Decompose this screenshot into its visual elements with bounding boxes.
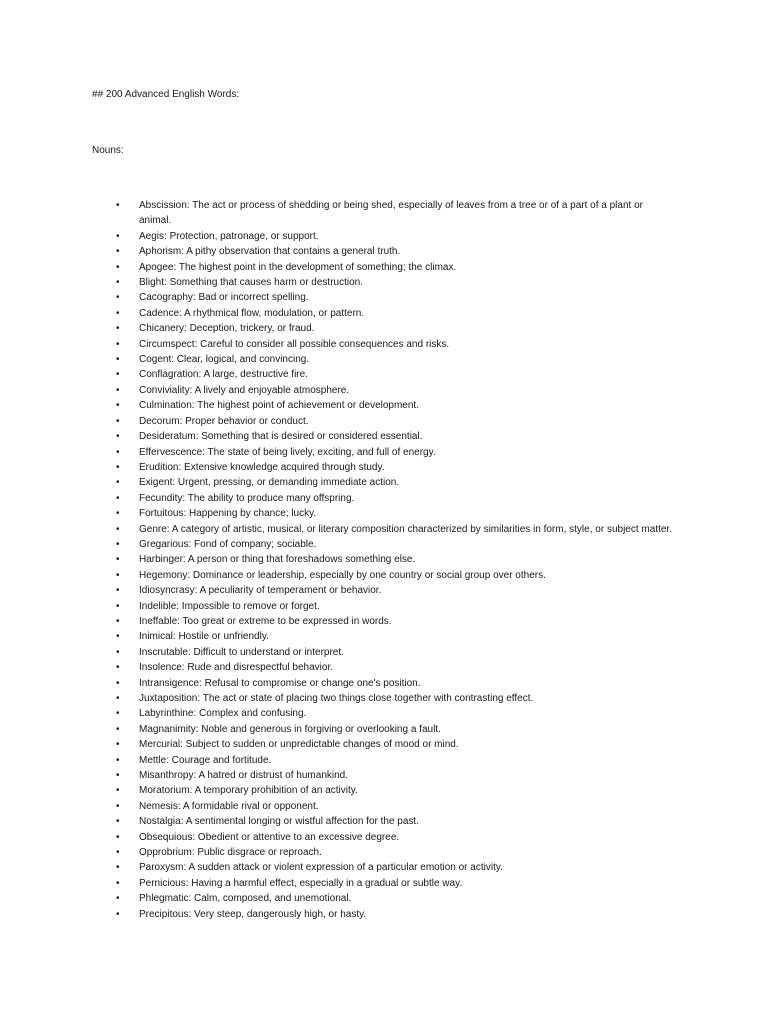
word-definition: Hegemony: Dominance or leadership, especially by one country or social group over others. (139, 569, 546, 581)
bullet-icon: • (116, 508, 120, 520)
bullet-icon: • (116, 261, 120, 273)
bullet-icon: • (116, 477, 120, 489)
list-item (116, 306, 676, 321)
list-item (116, 599, 676, 614)
word-definition: Gregarious: Fond of company; sociable. (139, 538, 317, 550)
list-item (116, 722, 676, 737)
word-definition: Genre: A category of artistic, musical, or literary composition characterized by similarities in form, style, or subject matter. (139, 523, 672, 535)
bullet-icon: • (116, 338, 120, 350)
list-item (116, 768, 676, 783)
word-definition: Insolence: Rude and disrespectful behavior. (139, 662, 334, 674)
list-item (116, 552, 676, 567)
word-definition: Idiosyncrasy: A peculiarity of temperament or behavior. (139, 585, 382, 597)
word-definition: Erudition: Extensive knowledge acquired through study. (139, 461, 385, 473)
bullet-icon: • (116, 461, 120, 473)
word-definition: Paroxysm: A sudden attack or violent expression of a particular emotion or activity. (139, 862, 503, 874)
bullet-icon: • (116, 693, 120, 704)
word-definition: Circumspect: Careful to consider all possible consequences and risks. (139, 338, 450, 350)
list-item (116, 398, 676, 413)
document-title: ## 200 Advanced English Words: (92, 89, 240, 100)
bullet-icon: • (116, 877, 120, 889)
bullet-icon: • (116, 800, 120, 812)
word-definition: Culmination: The highest point of achievement or development. (139, 400, 419, 412)
word-definition: Magnanimity: Noble and generous in forgiving or overlooking a fault. (139, 723, 441, 735)
bullet-icon: • (116, 723, 120, 735)
word-definition: Intransigence: Refusal to compromise or change one's position. (139, 677, 421, 689)
list-item (116, 907, 676, 922)
word-definition: Misanthropy: A hatred or distrust of humankind. (139, 770, 348, 782)
word-definition: Cadence: A rhythmical flow, modulation, or pattern. (139, 307, 365, 319)
list-item (116, 244, 676, 259)
word-definition: Fortuitous: Happening by chance; lucky. (139, 508, 317, 520)
bullet-icon: • (116, 431, 120, 443)
bullet-icon: • (116, 569, 120, 581)
list-item (116, 290, 676, 305)
word-definition: Mercurial: Subject to sudden or unpredictable changes of mood or mind. (139, 739, 459, 751)
list-item (116, 753, 676, 768)
bullet-icon: • (116, 523, 120, 535)
bullet-icon: • (116, 754, 120, 766)
list-item (116, 460, 676, 475)
list-item (116, 445, 676, 460)
list-item (116, 537, 676, 552)
word-definition: Aegis: Protection, patronage, or support. (139, 230, 319, 242)
word-definition: Inimical: Hostile or unfriendly. (139, 631, 269, 643)
list-item (116, 429, 676, 444)
list-item (116, 799, 676, 814)
bullet-icon: • (116, 847, 120, 859)
word-definition: Juxtaposition: The act or state of placing two things close together with contrasting effect. (139, 693, 534, 704)
bullet-icon: • (116, 246, 120, 258)
bullet-icon: • (116, 862, 120, 874)
word-definition: Cogent: Clear, logical, and convincing. (139, 354, 310, 366)
bullet-icon: • (116, 677, 120, 689)
list-item (116, 876, 676, 891)
bullet-icon: • (116, 292, 120, 304)
word-definition: Exigent: Urgent, pressing, or demanding immediate action. (139, 477, 400, 489)
section-heading-nouns: Nouns: (92, 145, 124, 156)
word-definition: Effervescence: The state of being lively, exciting, and full of energy. (139, 446, 436, 458)
word-definition: Cacography: Bad or incorrect spelling. (139, 292, 309, 304)
bullet-icon: • (116, 369, 120, 381)
list-item (116, 414, 676, 429)
bullet-icon: • (116, 415, 120, 427)
word-definition: Nemesis: A formidable rival or opponent. (139, 800, 319, 812)
bullet-icon: • (116, 770, 120, 782)
list-item (116, 568, 676, 583)
word-definition: Phlegmatic: Calm, composed, and unemotional. (139, 893, 352, 905)
bullet-icon: • (116, 662, 120, 674)
list-item (116, 860, 676, 875)
word-definition: Inscrutable: Difficult to understand or interpret. (139, 646, 344, 658)
bullet-icon: • (116, 354, 120, 366)
list-item (116, 737, 676, 752)
list-item (116, 229, 676, 244)
bullet-icon: • (116, 446, 120, 458)
word-definition: Indelible: Impossible to remove or forget. (139, 600, 320, 612)
bullet-icon: • (116, 708, 120, 720)
list-item (116, 275, 676, 290)
word-definition: Conviviality: A lively and enjoyable atmosphere. (139, 384, 350, 396)
bullet-icon: • (116, 200, 120, 211)
bullet-icon: • (116, 277, 120, 289)
word-definition: Moratorium: A temporary prohibition of an activity. (139, 785, 358, 797)
list-item (116, 614, 676, 629)
bullet-icon: • (116, 323, 120, 335)
list-item (116, 660, 676, 675)
word-definition: Precipitous: Very steep, dangerously high, or hasty. (139, 908, 367, 920)
bullet-icon: • (116, 646, 120, 658)
word-definition: Chicanery: Deception, trickery, or fraud. (139, 323, 315, 335)
bullet-icon: • (116, 554, 120, 566)
bullet-icon: • (116, 785, 120, 797)
word-definition: Harbinger: A person or thing that foreshadows something else. (139, 554, 416, 566)
word-definition: Nostalgia: A sentimental longing or wistful affection for the past. (139, 816, 419, 828)
word-definition: Pernicious: Having a harmful effect, especially in a gradual or subtle way. (139, 877, 463, 889)
word-definition: Blight: Something that causes harm or destruction. (139, 277, 364, 289)
list-item (116, 352, 676, 367)
list-item (116, 891, 676, 906)
list-item (116, 645, 676, 660)
bullet-icon: • (116, 908, 120, 920)
word-definition: Desideratum: Something that is desired or considered essential. (139, 431, 423, 443)
word-definition: Apogee: The highest point in the development of something; the climax. (139, 261, 457, 273)
noun-definition-list (116, 198, 676, 922)
word-definition: Mettle: Courage and fortitude. (139, 754, 272, 766)
word-definition: Ineffable: Too great or extreme to be expressed in words. (139, 615, 392, 627)
word-definition: Decorum: Proper behavior or conduct. (139, 415, 309, 427)
list-item (116, 475, 676, 490)
bullet-icon: • (116, 600, 120, 612)
bullet-icon: • (116, 893, 120, 905)
bullet-icon: • (116, 585, 120, 597)
bullet-icon: • (116, 739, 120, 751)
list-item (116, 691, 676, 706)
list-item (116, 814, 676, 829)
list-item (116, 845, 676, 860)
list-item (116, 506, 676, 521)
list-item (116, 491, 676, 506)
bullet-icon: • (116, 816, 120, 828)
word-definition: Conflagration: A large, destructive fire. (139, 369, 308, 381)
bullet-icon: • (116, 831, 120, 843)
list-item (116, 337, 676, 352)
list-item (116, 783, 676, 798)
bullet-icon: • (116, 631, 120, 643)
list-item (116, 367, 676, 382)
bullet-icon: • (116, 615, 120, 627)
word-definition: Aphorism: A pithy observation that contains a general truth. (139, 246, 401, 258)
list-item (116, 706, 676, 721)
word-definition: Opprobrium: Public disgrace or reproach. (139, 847, 322, 859)
word-definition: Abscission: The act or process of shedding or being shed, especially of leaves from a tree or of a part of a plant or animal. (139, 200, 643, 227)
list-item (116, 321, 676, 336)
list-item (116, 260, 676, 275)
list-item (116, 830, 676, 845)
bullet-icon: • (116, 400, 120, 412)
list-item (116, 198, 676, 229)
word-definition: Obsequious: Obedient or attentive to an excessive degree. (139, 831, 400, 843)
list-item (116, 583, 676, 598)
bullet-icon: • (116, 307, 120, 319)
list-item (116, 629, 676, 644)
list-item (116, 383, 676, 398)
bullet-icon: • (116, 492, 120, 504)
bullet-icon: • (116, 384, 120, 396)
list-item (116, 522, 676, 537)
bullet-icon: • (116, 538, 120, 550)
list-item (116, 676, 676, 691)
word-definition: Labyrinthine: Complex and confusing. (139, 708, 307, 720)
word-definition: Fecundity: The ability to produce many offspring. (139, 492, 355, 504)
bullet-icon: • (116, 230, 120, 242)
